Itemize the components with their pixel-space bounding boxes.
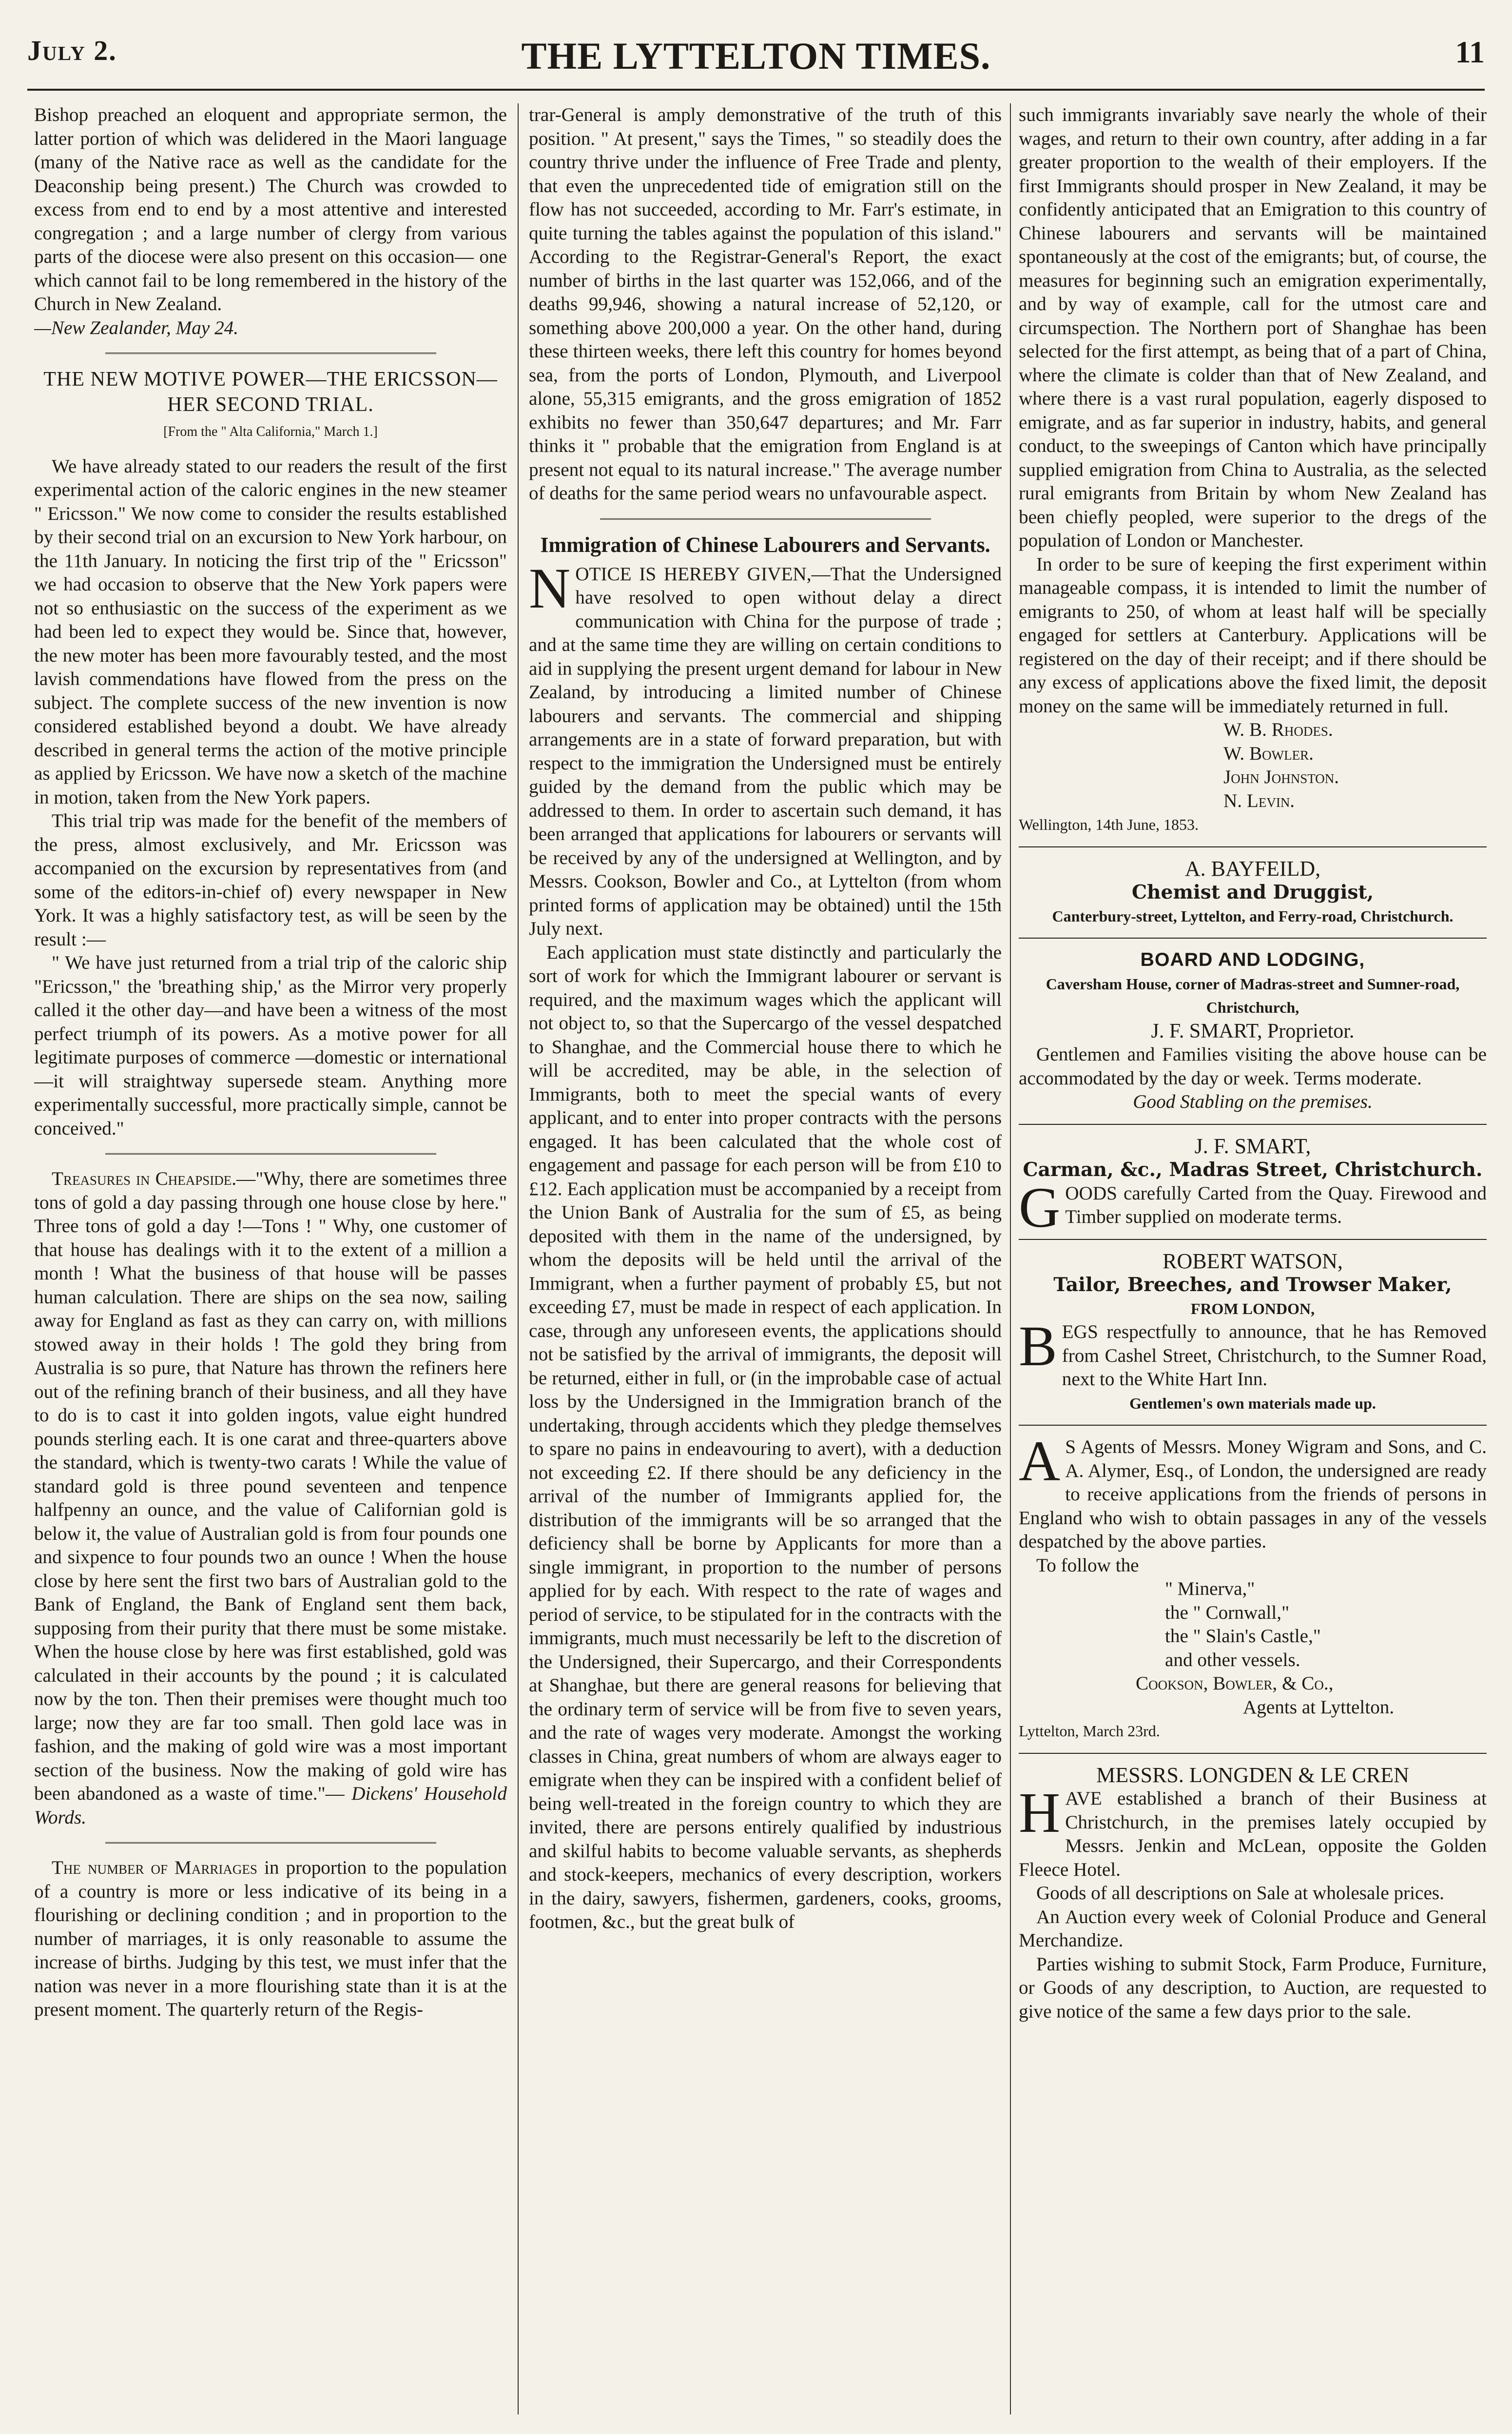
watson-trade: Tailor, Breeches, and Trowser Maker,: [1053, 1274, 1452, 1296]
smart-trade: Carman, &c., Madras Street, Christchurch.: [1023, 1158, 1483, 1181]
smart-name: J. F. SMART,: [1194, 1134, 1311, 1158]
bayfeild-trade: Chemist and Druggist,: [1131, 881, 1374, 903]
treasures-source: Dickens' Household Words.: [34, 1783, 507, 1828]
notice-paragraph-1: [529, 556, 1002, 941]
longden-paragraph-1: [1019, 1781, 1487, 1882]
ad-separator: [1019, 1124, 1487, 1125]
board-text: Gentlemen and Families visiting the above house can be accommodated by the day or week. Terms moderate.: [1019, 1044, 1487, 1089]
column-divider: [1010, 103, 1011, 2414]
agents-date: Lyttelton, March 23rd.: [1019, 1722, 1160, 1740]
signer: W. Bowler.: [1223, 743, 1314, 764]
longden-text-1: AVE established a branch of their Business at Christchurch, in the premises lately occupied by Messrs. Jenkin and McLean, opposite the Golden Fleece Hotel.: [1019, 1788, 1487, 1880]
smart-text: OODS carefully Carted from the Quay. Firewood and Timber supplied on moderate terms.: [1065, 1182, 1487, 1227]
smart-paragraph: [1019, 1175, 1487, 1239]
header-rule: [27, 89, 1485, 91]
drop-cap: G: [1019, 1175, 1061, 1239]
ship-name: " Minerva,": [1165, 1578, 1255, 1599]
longden-paragraph-3: An Auction every week of Colonial Produce and General Merchandize.: [1019, 1906, 1487, 1951]
agents-text: S Agents of Messrs. Money Wigram and Sons, and C. A. Alymer, Esq., of London, the undersigned are ready to receive applications from the friends of persons in England who wish to obtain passages in any of the vessels despatched by the above parties.: [1019, 1436, 1487, 1552]
bayfeild-address: Canterbury-street, Lyttelton, and Ferry-road, Christchurch.: [1052, 907, 1454, 925]
ship-name: the " Cornwall,": [1165, 1602, 1290, 1623]
drop-cap: H: [1019, 1781, 1061, 1845]
marriages-paragraph: [34, 1856, 507, 2022]
agents-paragraph: [1019, 1429, 1487, 1554]
chinese-immigration-headline: Immigration of Chinese Labourers and Servants.: [540, 532, 990, 557]
longden-paragraph-2: Goods of all descriptions on Sale at wholesale prices.: [1036, 1883, 1444, 1904]
treasures-paragraph: [34, 1167, 507, 1829]
agents-signature: Cookson, Bowler, & Co.,: [1136, 1673, 1334, 1694]
drop-cap: A: [1019, 1429, 1061, 1493]
watson-from: FROM LONDON,: [1190, 1299, 1315, 1317]
agents-ships: [1019, 1577, 1487, 1672]
page-number: 11: [1455, 35, 1485, 69]
bayfeild-name: A. BAYFEILD,: [1184, 856, 1321, 881]
column-divider: [518, 103, 519, 2414]
ship-name: the " Slain's Castle,": [1165, 1626, 1321, 1647]
watson-paragraph: [1019, 1314, 1487, 1392]
ad-separator: [1019, 1239, 1487, 1240]
ad-separator: [1019, 1753, 1487, 1754]
ad-separator: [1019, 938, 1487, 939]
marriages-body: in proportion to the population of a country is more or less indicative of its being in a flourishing or declining condition ; and in proportion to the number of marriages, it is only reasonable to assume the increase of births. Judging by this test, we must infer that the nation was never in a more flourishing state than it is at the present moment. The quarterly return of the Regis-: [34, 1857, 507, 2020]
column-1: [34, 103, 507, 2414]
signer: John Johnston.: [1223, 766, 1339, 787]
masthead-title: THE LYTTELTON TIMES.: [521, 35, 991, 77]
bishop-paragraph: Bishop preached an eloquent and appropriate sermon, the latter portion of which was delidered in the Maori language (many of the Native race as well as the candidate for the Deaconship being present.) The Church was crowded to excess from end to end by a most attentive and interested congregation ; and a large number of clergy from various parts of the diocese were also present on this occasion— one which cannot fail to be long remembered in the history of the Church in New Zealand.: [34, 104, 507, 314]
board-stabling: Good Stabling on the premises.: [1133, 1091, 1373, 1112]
marriages-lead: The number of Marriages: [52, 1857, 257, 1878]
notice-paragraph-4: In order to be sure of keeping the first experiment within manageable compass, it is intended to limit the number of emigrants to 250, of whom at least half will be specially engaged for settlers at Canterbury. Applications will be registered on the day of their receipt; and if there should be any excess of applications above the fixed limit, the deposit money on the same will be immediately returned in full.: [1019, 553, 1487, 717]
drop-cap: N: [529, 556, 571, 620]
watson-text: EGS respectfully to announce, that he has Removed from Cashel Street, Christchurch, to the Sumner Road, next to the White Hart Inn.: [1062, 1321, 1487, 1390]
section-separator: [105, 1842, 436, 1844]
watson-materials: Gentlemen's own materials made up.: [1129, 1394, 1376, 1412]
header-date: July 2.: [27, 35, 117, 66]
motive-paragraph-2: This trial trip was made for the benefit of the members of the press, almost exclusively, and Mr. Ericsson was accompanied on the excursion by representatives from (and some of the editors-in-chief of) every newspaper in New York. It was a highly satisfactory test, as will be seen by the result :—: [34, 810, 507, 950]
bishop-source: —New Zealander, May 24.: [34, 317, 239, 338]
motive-paragraph-1: We have already stated to our readers the result of the first experimental action of the caloric engines in the new steamer " Ericsson." We now come to consider the results established by their second trial on an excursion to New York harbour, on the 11th January. In noticing the first trip of the " Ericsson" we had occasion to observe that the New York papers were not so enthusiastic on the success of the experiment as we had been led to expect they would be. Since that, however, the new moter has been more favourably tested, and the most lavish commendations have flowed from the press on the subject. The complete success of the new invention is now considered established beyond a doubt. We have already described in general terms the action of the motive principle as applied by Ericsson. We have now a sketch of the machine in motion, taken from the New York papers.: [34, 455, 507, 808]
longden-title: MESSRS. LONGDEN & LE CREN: [1096, 1763, 1409, 1787]
column-3: [1019, 103, 1487, 2414]
board-proprietor: J. F. SMART, Proprietor.: [1151, 1020, 1355, 1042]
motive-paragraph-3: " We have just returned from a trial trip of the caloric ship "Ericsson," the 'breathing ship,' as the Mirror very properly called it the other day—and have been a witness of the most perfect triumph of its powers. As a motive power for all legitimate purposes of commerce —domestic or international—it will straightway supersede steam. Anything more experimentally successful, more practically simple, cannot be conceived.": [34, 952, 507, 1139]
agents-follow: To follow the: [1036, 1554, 1139, 1576]
watson-name: ROBERT WATSON,: [1163, 1249, 1343, 1273]
notice-text-1: OTICE IS HEREBY GIVEN,—That the Undersigned have resolved to open without delay a direct communication with China for the purpose of trade ; and at the same time they are willing on certain conditions to aid in supplying the present urgent demand for labour in New Zealand, by introducing a limited number of Chinese labourers and servants. The commercial and shipping arrangements are in a state of forward preparation, but with respect to the immigration the Undersigned must be entirely guided by the demand from the public which may be addressed to them. In order to ascertain such demand, it has been arranged that applications for labourers or servants will be received by any of the undersigned at Wellington, and by Messrs. Cookson, Bowler and Co., at Lyttelton (from whom printed forms of application may be obtained) until the 15th July next.: [529, 563, 1002, 939]
treasures-lead: Treasures in Cheapside.: [52, 1168, 237, 1189]
motive-power-headline: THE NEW MOTIVE POWER—THE ERICSSON—HER SECOND TRIAL.: [43, 368, 498, 416]
longden-paragraph-4: Parties wishing to submit Stock, Farm Produce, Furniture, or Goods of any description, to Auction, are requested to give notice of the same a few days prior to the sale.: [1019, 1953, 1487, 2022]
board-title: BOARD AND LODGING,: [1140, 949, 1365, 970]
board-address: Caversham House, corner of Madras-street and Sumner-road, Christchurch,: [1046, 975, 1460, 1016]
ship-name: and other vessels.: [1165, 1649, 1300, 1670]
section-separator: [600, 518, 931, 520]
drop-cap: B: [1019, 1314, 1057, 1378]
page-header: [27, 34, 1485, 88]
treasures-body: —"Why, there are sometimes three tons of gold a day passing through one house close by here." Three tons of gold a day !—Tons ! " Why, one customer of that house has dealings with it to the extent of a million a month ! What the business of that house will be passes human calculation. There are ships on the sea now, sailing away for England as fast as they can carry on, with millions stowed away in their holds ! The gold they bring from Australia is so pure, that Nature has thrown the refiners here out of the refining branch of their business, and all they have to do is to cast it into golden ingots, value eight hundred pounds sterling each. It is one carat and three-quarters above the standard, which is twenty-two carats ! While the value of standard gold is three pound seventeen and tenpence halfpenny an ounce, and the value of Californian gold is below it, the value of Australian gold is from four pounds one and sixpence to four pounds two an ounce ! When the house close by here sent the first two bars of Australian gold to the Bank of England, the Bank of England sent them back, supposing from their purity that there must be some mistake. When the house close by here was first established, gold was calculated in their accounts by the pound ; it is calculated now by the ton. Then their premises were thought much too large; now they are far too small. Then gold lace was in fashion, and the making of gold wire was a most important section of the business. Now the making of gold wire has been abandoned as a waste of time."—: [34, 1168, 507, 1804]
notice-paragraph-3: such immigrants invariably save nearly the whole of their wages, and return to their own country, after adding in a far greater proportion to the wealth of their employers. If the first Immigrants should prosper in New Zealand, it may be confidently anticipated that an Emigration to this country of Chinese labourers and servants will be maintained spontaneously at the cost of the emigrants; but, of course, the measures for beginning such an emigration experimentally, and by way of example, call for the utmost care and circumspection. The Northern port of Shanghae has been selected for the first attempt, as being that of a part of China, where the climate is colder than that of New Zealand, and where there is a vast rural population, eagerly disposed to emigrate, and as far superior in industry, habits, and general conduct, to the sweepings of Canton which have principally supplied emigration from China to Australia, as the selected rural emigrants from Britain by whom New Zealand has been chiefly peopled, were superior to the dregs of the population of London or Manchester.: [1019, 104, 1487, 551]
section-separator: [105, 1153, 436, 1155]
column-2: [529, 103, 1002, 2414]
registrar-paragraph: trar-General is amply demonstrative of the truth of this position. " At present," says the Times, " so steadily does the country thrive under the influence of Free Trade and plenty, that even the unprecedented tide of emigration still on the flow has not succeeded, according to Mr. Farr's estimate, in quite turning the tables against the population of this island." According to the Registrar-General's Report, the exact number of births in the last quarter was 152,066, and of the deaths 99,946, showing a natural increase of 52,120, or something above 200,000 a year. On the other hand, during these thirteen weeks, there left this country for homes beyond sea, from the ports of London, Plymouth, and Liverpool alone, 55,315 emigrants, and the gross emigration of 1852 exhibits no fewer than 350,647 departures; and Mr. Farr thinks it " probable that the emigration from England is at present not equal to its natural increase." The average number of deaths for the same period wears no unfavourable aspect.: [529, 104, 1002, 504]
agents-signature-2: Agents at Lyttelton.: [1243, 1696, 1395, 1718]
section-separator: [105, 353, 436, 354]
signer: N. Levin.: [1223, 790, 1295, 811]
notice-signers: [1019, 718, 1487, 813]
ad-separator: [1019, 1425, 1487, 1426]
ad-separator: [1019, 846, 1487, 847]
notice-paragraph-2: Each application must state distinctly and particularly the sort of work for which the Immigrant labourer or servant is required, and the maximum wages which the applicant will not object to, so that the Supercargo of the vessel despatched to Shanghae, and the Commercial house there to which he will be accredited, may be able, in the selection of Immigrants, both to meet the special wants of every applicant, and to enter into proper contracts with the persons engaged. It has been calculated that the whole cost of engagement and passage for each person will be from £10 to £12. Each application must be accompanied by a receipt from the Union Bank of Australia for the sum of £5, as being deposited with them in the name of the undersigned, by whom the deposits will be held until the arrival of the Immigrant, when a further payment of probably £5, but not exceeding £7, must be made in respect of each application. In case, through any unforeseen events, the applications should not be satisfied by the arrival of immigrants, the deposit will be returned, either in full, or (in the improbable case of actual loss by the Undersigned in the Immigration branch of the undertaking, through accidents which they pledge themselves to spare no pains in endeavouring to avert), with a deduction not exceeding £2. If there should be any deficiency in the arrival of the number of Immigrants applied for, the distribution of the immigrants will be so arranged that the deficiency shall be borne by Applicants for more than a single immigrant, in proportion to the number of persons applied for by each. With respect to the rate of wages and period of service, to be stipulated for in the contracts with the immigrants, much must necessarily be left to the discretion of the Undersigned, their Supercargo, and their Correspondents at Shanghae, but there are general reasons for believing that the ordinary term of service will be from five to seven years, and the rate of wages very moderate. Amongst the working classes in China, great numbers of whom are always eager to emigrate when they can be inspired with a confident belief of being well-treated in the foreign country to which they are invited, there are persons entirely qualified by industrious and skilful habits to become valuable servants, as shepherds and stock-keepers, mechanics of every description, workers in the dairy, sawyers, fishermen, gardeners, cooks, grooms, footmen, &c., but the great bulk of: [529, 942, 1002, 1932]
signer: W. B. Rhodes.: [1223, 719, 1333, 740]
notice-date: Wellington, 14th June, 1853.: [1019, 816, 1199, 833]
motive-power-source: [From the " Alta California," March 1.]: [163, 424, 378, 439]
